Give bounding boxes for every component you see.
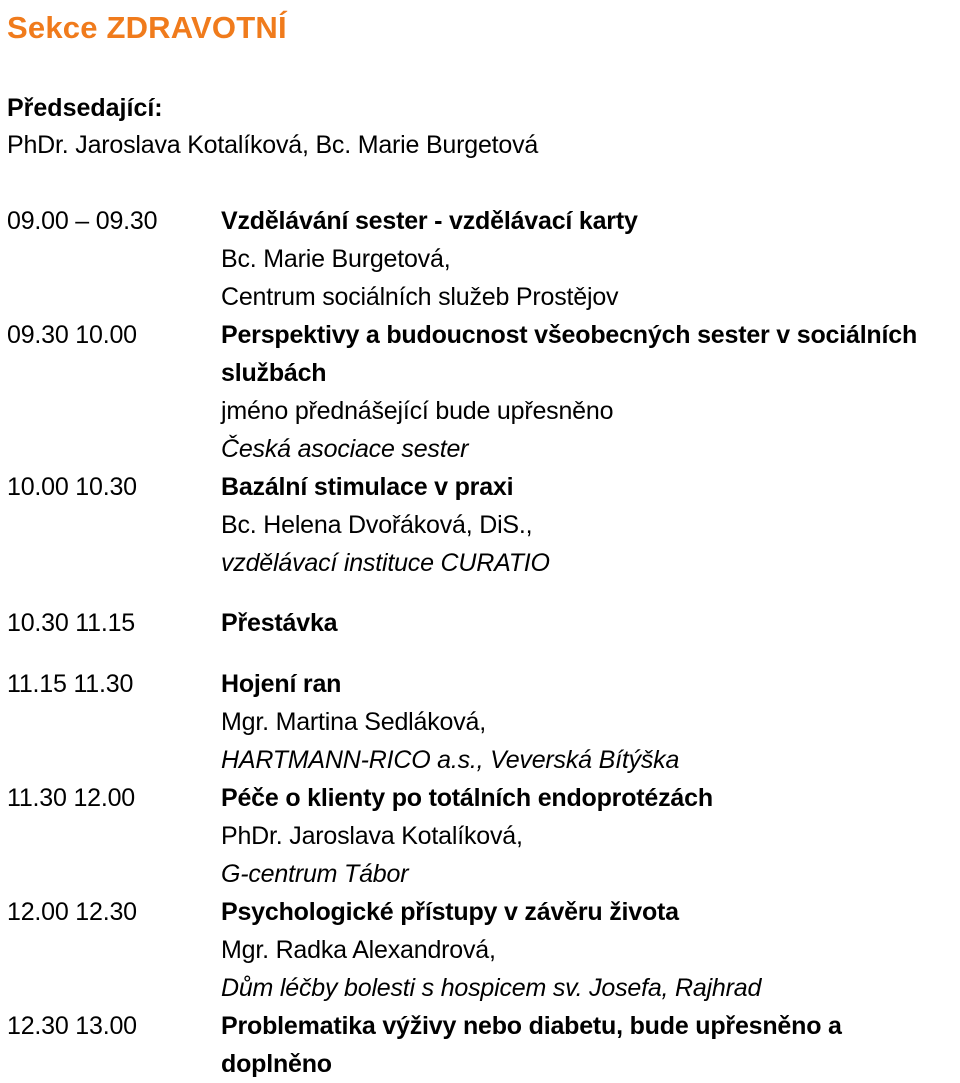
program-title: Vzdělávání sester - vzdělávací karty <box>221 207 638 235</box>
program-title: Problematika výživy nebo diabetu, bude upřesněno a <box>221 1012 842 1040</box>
program-time: 11.15 11.30 <box>7 670 134 698</box>
program-title-continued: službách <box>221 359 327 387</box>
program-title: Perspektivy a budoucnost všeobecných sester v sociálních <box>221 321 918 349</box>
program-speaker: PhDr. Jaroslava Kotalíková, <box>221 822 523 850</box>
program-speaker: jméno přednášející bude upřesněno <box>221 397 614 425</box>
program-title: Přestávka <box>221 609 338 637</box>
chairs-label: Předsedající: <box>7 94 163 122</box>
program-institution: HARTMANN-RICO a.s., Veverská Bítýška <box>221 746 680 774</box>
program-time: 12.00 12.30 <box>7 898 137 926</box>
program-speaker: Bc. Marie Burgetová, <box>221 245 451 273</box>
program-time: 12.30 13.00 <box>7 1012 137 1040</box>
program-speaker: Mgr. Martina Sedláková, <box>221 708 486 736</box>
program-title: Bazální stimulace v praxi <box>221 473 514 501</box>
program-time: 11.30 12.00 <box>7 784 136 812</box>
program-time: 09.30 10.00 <box>7 321 137 349</box>
program-institution: Centrum sociálních služeb Prostějov <box>221 283 619 311</box>
program-title: Psychologické přístupy v závěru života <box>221 898 679 926</box>
program-institution: G-centrum Tábor <box>221 860 409 888</box>
program-title-continued: doplněno <box>221 1050 332 1078</box>
program-time: 09.00 – 09.30 <box>7 207 158 235</box>
program-speaker: Mgr. Radka Alexandrová, <box>221 936 496 964</box>
program-title: Hojení ran <box>221 670 342 698</box>
program-institution: Česká asociace sester <box>221 435 469 463</box>
section-title: Sekce ZDRAVOTNÍ <box>7 10 287 45</box>
program-title: Péče o klienty po totálních endoprotézách <box>221 784 713 812</box>
program-time: 10.00 10.30 <box>7 473 137 501</box>
program-institution: vzdělávací instituce CURATIO <box>221 549 550 577</box>
program-time: 10.30 11.15 <box>7 609 136 637</box>
program-speaker: Bc. Helena Dvořáková, DiS., <box>221 511 533 539</box>
program-institution: Dům léčby bolesti s hospicem sv. Josefa, Rajhrad <box>221 974 762 1002</box>
chairs-names: PhDr. Jaroslava Kotalíková, Bc. Marie Burgetová <box>7 131 539 159</box>
